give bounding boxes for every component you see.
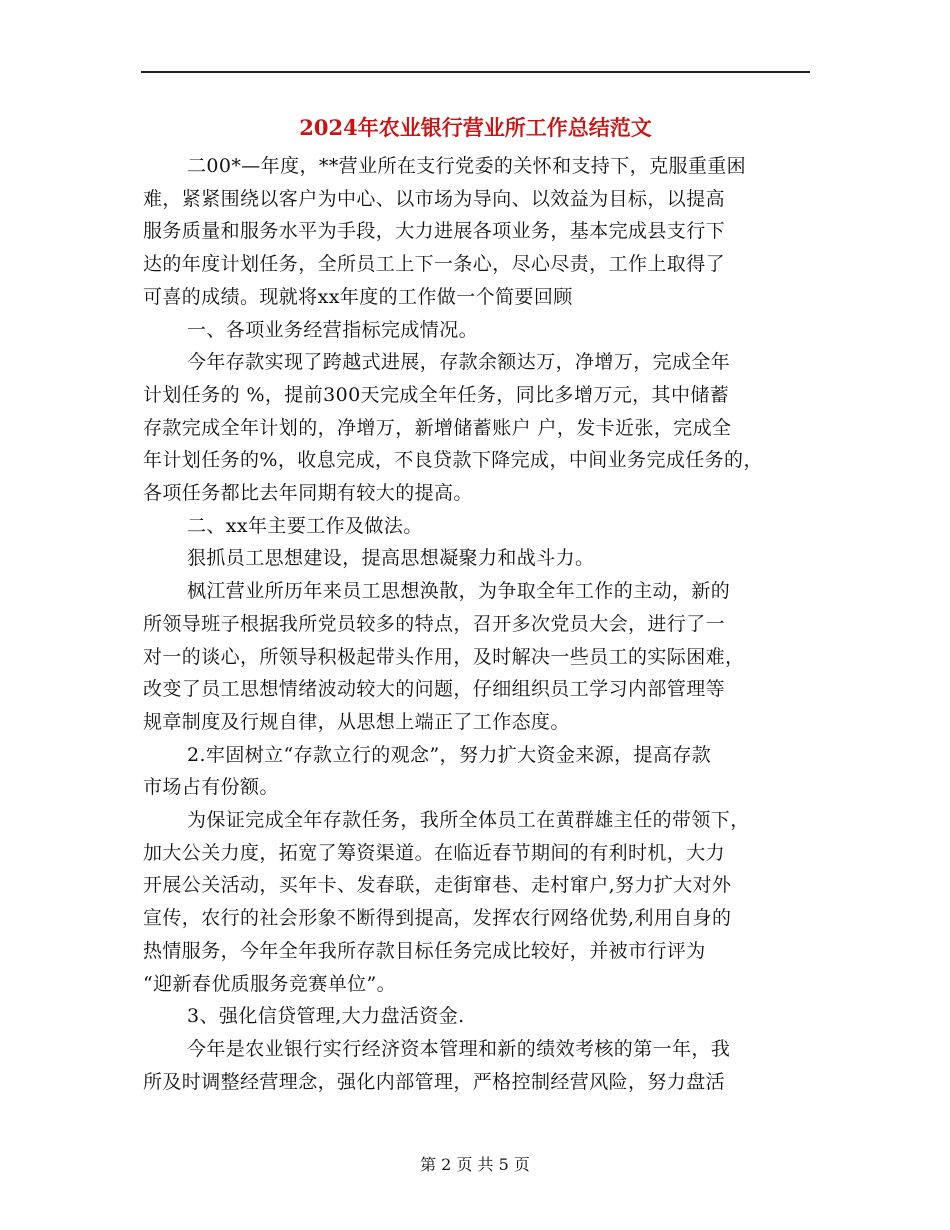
paragraph-line: 可喜的成绩。现就将xx年度的工作做一个简要回顾	[143, 285, 573, 308]
body-paragraph	[143, 542, 811, 575]
body-paragraph	[143, 1000, 811, 1033]
paragraph-line: 服务质量和服务水平为手段，大力进展各项业务，基本完成县支行下	[143, 220, 726, 243]
paragraph-line: 为保证完成全年存款任务，我所全体员工在黄群雄主任的带领下，	[187, 809, 750, 832]
body-paragraph	[143, 1033, 811, 1098]
paragraph-line: 热情服务，今年全年我所存款目标任务完成比较好，并被市行评为	[143, 939, 706, 962]
paragraph-line: 宣传，农行的社会形象不断得到提高，发挥农行网络优势,利用自身的	[143, 907, 732, 930]
paragraph-line: 年计划任务的%，收息完成，不良贷款下降完成，中间业务完成任务的，	[143, 449, 763, 472]
body-paragraph	[143, 510, 811, 543]
body-paragraph	[143, 739, 811, 804]
paragraph-line: 所及时调整经营理念，强化内部管理，严格控制经营风险，努力盘活	[143, 1070, 726, 1093]
paragraph-line: 达的年度计划任务，全所员工上下一条心，尽心尽责，工作上取得了	[143, 253, 726, 276]
paragraph-line: 所领导班子根据我所党员较多的特点，召开多次党员大会，进行了一	[143, 612, 726, 635]
paragraph-line: 狠抓员工思想建设，提高思想凝聚力和战斗力。	[187, 547, 595, 570]
body-paragraph	[143, 150, 811, 314]
paragraph-line: 加大公关力度，拓宽了筹资渠道。在临近春节期间的有利时机，大力	[143, 841, 726, 864]
paragraph-line: 存款完成全年计划的，净增万，新增储蓄账户 户，发卡近张，完成全	[143, 416, 732, 439]
body-paragraph	[143, 804, 811, 1000]
paragraph-line: 一、各项业务经营指标完成情况。	[187, 318, 479, 341]
paragraph-line: “迎新春优质服务竞赛单位”。	[143, 972, 397, 995]
paragraph-line: 各项任务都比去年同期有较大的提高。	[143, 482, 473, 505]
paragraph-line: 枫江营业所历年来员工思想涣散，为争取全年工作的主动，新的	[187, 580, 731, 603]
document-body	[143, 150, 811, 1098]
paragraph-line: 规章制度及行规自律，从思想上端正了工作态度。	[143, 710, 570, 733]
paragraph-line: 对一的谈心，所领导积极起带头作用，及时解决一些员工的实际困难，	[143, 645, 745, 668]
page-number-footer: 第 2 页 共 5 页	[420, 1155, 530, 1174]
body-paragraph	[143, 314, 811, 347]
header-rule	[141, 71, 810, 73]
body-paragraph	[143, 575, 811, 739]
paragraph-line: 今年存款实现了跨越式进展，存款余额达万，净增万，完成全年	[187, 351, 731, 374]
paragraph-line: 二00*—年度，**营业所在支行党委的关怀和支持下，克服重重困	[187, 155, 747, 177]
paragraph-line: 市场占有份额。	[143, 776, 279, 799]
paragraph-line: 计划任务的 %，提前300天完成全年任务，同比多增万元，其中储蓄	[143, 383, 730, 406]
paragraph-line: 2.牢固树立“存款立行的观念”，努力扩大资金来源，提高存款	[187, 743, 712, 766]
paragraph-line: 难，紧紧围绕以客户为中心、以市场为导向、以效益为目标，以提高	[143, 187, 726, 210]
document-title: 2024年农业银行营业所工作总结范文	[299, 115, 652, 140]
body-paragraph	[143, 346, 811, 510]
paragraph-line: 3、强化信贷管理,大力盘活资金.	[187, 1005, 465, 1028]
paragraph-line: 今年是农业银行实行经济资本管理和新的绩效考核的第一年，我	[187, 1037, 731, 1060]
paragraph-line: 开展公关活动，买年卡、发春联，走街窜巷、走村窜户,努力扩大对外	[143, 874, 732, 897]
paragraph-line: 改变了员工思想情绪波动较大的问题，仔细组织员工学习内部管理等	[143, 678, 726, 701]
paragraph-line: 二、xx年主要工作及做法。	[187, 514, 423, 537]
